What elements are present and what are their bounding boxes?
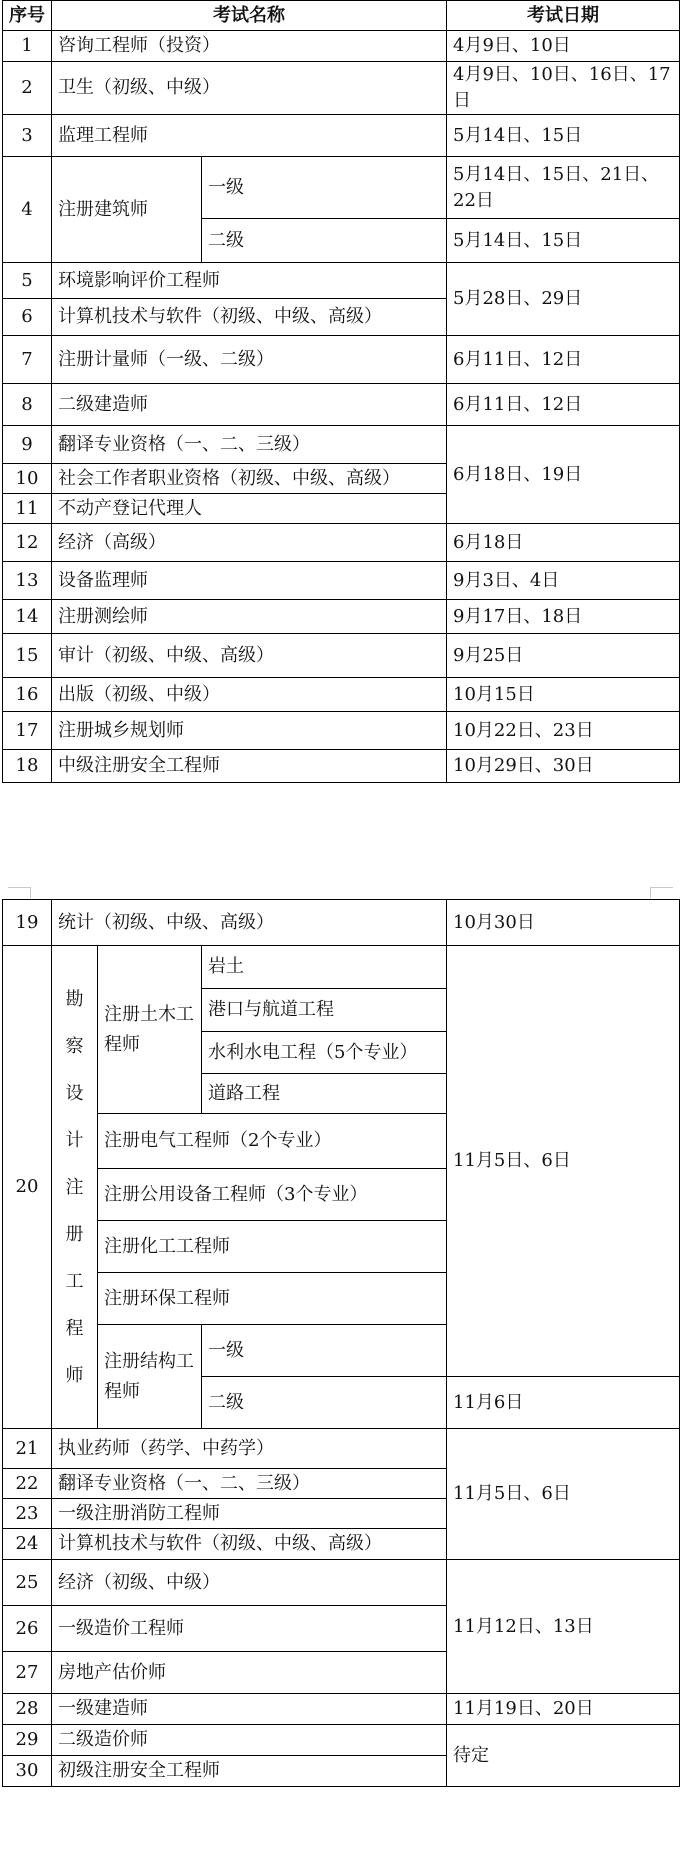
- table-header-row: [3, 1, 680, 31]
- group-char: 勘: [65, 988, 84, 1010]
- page-corner-mark: [8, 887, 31, 898]
- header-date: 考试日期: [447, 1, 680, 31]
- exam-name: 一级建造师: [52, 1694, 447, 1725]
- row-no: 22: [3, 1469, 52, 1499]
- group-label-vertical: [52, 946, 98, 1429]
- exam-date: 10月30日: [447, 900, 680, 946]
- exam-date: 11月5日、6日: [447, 946, 680, 1377]
- exam-date: 11月12日、13日: [447, 1560, 680, 1694]
- exam-name: 设备监理师: [52, 562, 447, 600]
- exam-name: 卫生（初级、中级）: [52, 62, 447, 115]
- row-no: 8: [3, 384, 52, 426]
- exam-date: 10月15日: [447, 678, 680, 712]
- row-no: 18: [3, 750, 52, 783]
- exam-date: 9月3日、4日: [447, 562, 680, 600]
- exam-date: 11月6日: [447, 1377, 680, 1429]
- row-no: 16: [3, 678, 52, 712]
- row-no: 15: [3, 634, 52, 678]
- exam-schedule-table-part1: [2, 0, 680, 783]
- row-no: 5: [3, 263, 52, 299]
- exam-date: 10月29日、30日: [447, 750, 680, 783]
- row-no: 28: [3, 1694, 52, 1725]
- row-no: 26: [3, 1606, 52, 1652]
- group-char: 工: [65, 1270, 84, 1292]
- row-no: 6: [3, 299, 52, 336]
- row-no: 2: [3, 62, 52, 115]
- exam-name: 注册环保工程师: [98, 1273, 447, 1325]
- row-no: 25: [3, 1560, 52, 1606]
- exam-level: 二级: [202, 219, 447, 263]
- row-no: 1: [3, 31, 52, 62]
- exam-name: 二级建造师: [52, 384, 447, 426]
- exam-name: 注册化工工程师: [98, 1221, 447, 1273]
- exam-date: 11月19日、20日: [447, 1694, 680, 1725]
- exam-name: 计算机技术与软件（初级、中级、高级）: [52, 299, 447, 336]
- exam-name: 注册测绘师: [52, 600, 447, 634]
- table-row: [3, 678, 680, 712]
- group-char: 设: [65, 1082, 84, 1104]
- exam-name: 出版（初级、中级）: [52, 678, 447, 712]
- exam-name: 社会工作者职业资格（初级、中级、高级）: [52, 464, 447, 494]
- group-char: 师: [65, 1364, 84, 1386]
- exam-date: 4月9日、10日、16日、17日: [447, 62, 680, 115]
- exam-name: 二级造价师: [52, 1725, 447, 1756]
- exam-name: 经济（初级、中级）: [52, 1560, 447, 1606]
- exam-level: 一级: [202, 157, 447, 219]
- table-row: [3, 263, 680, 299]
- table-row: [3, 1725, 680, 1756]
- table-row: [3, 562, 680, 600]
- exam-schedule-table-part2: [2, 899, 680, 1787]
- table-row: [3, 1694, 680, 1725]
- exam-date: 5月14日、15日: [447, 115, 680, 157]
- table-row: [3, 62, 680, 115]
- exam-name: 注册公用设备工程师（3个专业）: [98, 1169, 447, 1221]
- exam-date: 11月5日、6日: [447, 1429, 680, 1560]
- exam-name: 房地产估价师: [52, 1652, 447, 1694]
- row-no: 19: [3, 900, 52, 946]
- exam-name: 监理工程师: [52, 115, 447, 157]
- exam-specialty: 道路工程: [202, 1074, 447, 1114]
- row-no: 14: [3, 600, 52, 634]
- exam-specialty: 水利水电工程（5个专业）: [202, 1032, 447, 1074]
- exam-name: 注册城乡规划师: [52, 712, 447, 750]
- exam-date: 10月22日、23日: [447, 712, 680, 750]
- row-no: 3: [3, 115, 52, 157]
- exam-name: 咨询工程师（投资）: [52, 31, 447, 62]
- row-no: 7: [3, 336, 52, 384]
- exam-date: 5月28日、29日: [447, 263, 680, 336]
- group-char: 注: [65, 1176, 84, 1198]
- exam-date: 待定: [447, 1725, 680, 1787]
- table-row: [3, 946, 680, 989]
- exam-date: 5月14日、15日、21日、22日: [447, 157, 680, 219]
- table-row: [3, 712, 680, 750]
- table-row: [3, 426, 680, 464]
- exam-name: 初级注册安全工程师: [52, 1756, 447, 1787]
- table-row: [3, 1429, 680, 1469]
- group-char: 察: [65, 1035, 84, 1057]
- exam-name: 一级注册消防工程师: [52, 1499, 447, 1529]
- table-row: [3, 31, 680, 62]
- exam-name: 一级造价工程师: [52, 1606, 447, 1652]
- table-row: [3, 600, 680, 634]
- row-no: 10: [3, 464, 52, 494]
- exam-level: 一级: [202, 1325, 447, 1377]
- table-row: [3, 634, 680, 678]
- exam-name: 翻译专业资格（一、二、三级）: [52, 426, 447, 464]
- header-no: 序号: [3, 1, 52, 31]
- table-row: [3, 1560, 680, 1606]
- exam-name: 注册电气工程师（2个专业）: [98, 1114, 447, 1169]
- exam-name: 执业药师（药学、中药学）: [52, 1429, 447, 1469]
- exam-name: 注册计量师（一级、二级）: [52, 336, 447, 384]
- table-row: [3, 157, 680, 219]
- table-row: [3, 115, 680, 157]
- exam-name: 审计（初级、中级、高级）: [52, 634, 447, 678]
- row-no: 24: [3, 1529, 52, 1560]
- exam-name: 中级注册安全工程师: [52, 750, 447, 783]
- exam-specialty: 岩土: [202, 946, 447, 989]
- exam-date: 6月18日: [447, 524, 680, 562]
- exam-level: 二级: [202, 1377, 447, 1429]
- exam-date: 9月17日、18日: [447, 600, 680, 634]
- table-row: [3, 524, 680, 562]
- row-no: 30: [3, 1756, 52, 1787]
- row-no: 23: [3, 1499, 52, 1529]
- exam-name: 计算机技术与软件（初级、中级、高级）: [52, 1529, 447, 1560]
- exam-name: 注册结构工程师: [98, 1325, 202, 1429]
- group-char: 程: [65, 1317, 84, 1339]
- page-break: [0, 873, 681, 897]
- exam-date: 6月11日、12日: [447, 384, 680, 426]
- exam-name: 不动产登记代理人: [52, 494, 447, 524]
- row-no: 9: [3, 426, 52, 464]
- row-no: 11: [3, 494, 52, 524]
- exam-date: 9月25日: [447, 634, 680, 678]
- table-row: [3, 336, 680, 384]
- group-char: 册: [65, 1223, 84, 1245]
- row-no: 13: [3, 562, 52, 600]
- exam-name: 环境影响评价工程师: [52, 263, 447, 299]
- row-no: 17: [3, 712, 52, 750]
- exam-name: 注册建筑师: [52, 157, 202, 263]
- table-row: [3, 750, 680, 783]
- exam-name: 经济（高级）: [52, 524, 447, 562]
- exam-date: 6月18日、19日: [447, 426, 680, 524]
- table-row: [3, 900, 680, 946]
- header-name: 考试名称: [52, 1, 447, 31]
- table-row: [3, 384, 680, 426]
- exam-date: 4月9日、10日: [447, 31, 680, 62]
- page-corner-mark: [650, 887, 673, 898]
- row-no: 12: [3, 524, 52, 562]
- group-char: 计: [65, 1129, 84, 1151]
- exam-date: 6月11日、12日: [447, 336, 680, 384]
- exam-name: 注册土木工程师: [98, 946, 202, 1114]
- exam-date: 5月14日、15日: [447, 219, 680, 263]
- exam-name: 统计（初级、中级、高级）: [52, 900, 447, 946]
- row-no: 4: [3, 157, 52, 263]
- row-no: 29: [3, 1725, 52, 1756]
- row-no: 21: [3, 1429, 52, 1469]
- row-no: 20: [3, 946, 52, 1429]
- row-no: 27: [3, 1652, 52, 1694]
- exam-specialty: 港口与航道工程: [202, 989, 447, 1032]
- exam-name: 翻译专业资格（一、二、三级）: [52, 1469, 447, 1499]
